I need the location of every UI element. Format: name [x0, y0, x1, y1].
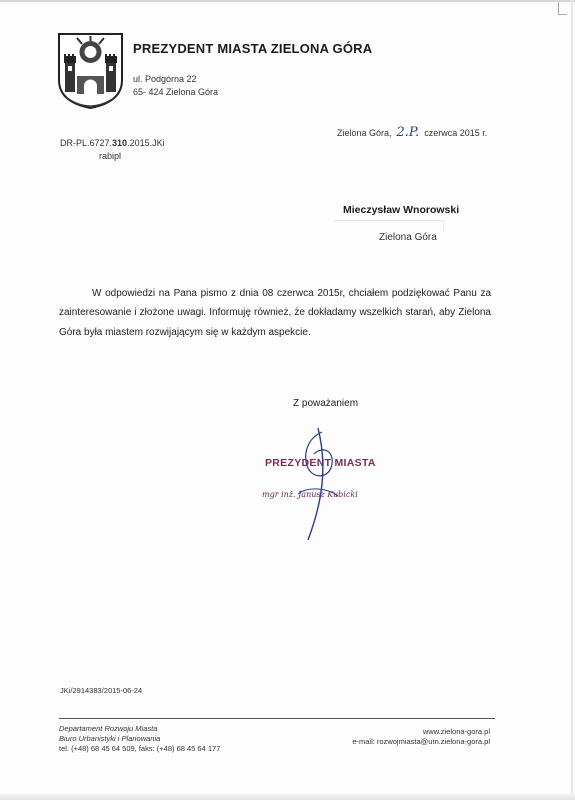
- letter-body: W odpowiedzi na Pana pismo z dnia 08 czerwca 2015r, chciałem podziękować Panu za zainteresowanie i złożone uwagi. Informuję również, że dokładamy wszelkich starań, aby Zielona Góra była miastem rozwijającym się w każdym aspekcie.: [59, 288, 491, 338]
- scan-edge-bottom: [0, 794, 575, 800]
- date-month-year: czerwca 2015 r.: [424, 128, 488, 138]
- reference-number: [60, 138, 165, 148]
- place-and-date: [337, 125, 487, 140]
- coat-of-arms-icon: [57, 32, 124, 110]
- address-window-mark: [333, 220, 444, 231]
- footer-phone-fax: tel. (+48) 68 45 64 509, faks: (+48) 68 45 64 177: [59, 744, 221, 753]
- recipient-city: Zielona Góra: [379, 232, 437, 243]
- issuer-address-street: ul. Podgórna 22: [133, 74, 197, 84]
- issuer-title: PREZYDENT MIASTA ZIELONA GÓRA: [133, 41, 373, 56]
- reference-suffix: .2015.JKi: [127, 138, 165, 148]
- signature-stamp-name: mgr inż. Janusz Kubicki: [262, 490, 358, 499]
- document-code: JKi/2914383/2015-06-24: [60, 686, 143, 695]
- handwritten-signature-icon: [278, 424, 348, 544]
- scan-corner-mark: [558, 2, 567, 15]
- footer-website: www.zielona-gora.pl: [422, 727, 490, 736]
- footer-divider: [59, 718, 495, 719]
- issuer-address-city: 65- 424 Zielona Góra: [133, 87, 219, 97]
- footer-bureau: Biuro Urbanistyki i Planowania: [59, 734, 161, 743]
- reference-initials: rabipl: [99, 151, 122, 161]
- date-day-handwritten: 2.P.: [396, 125, 420, 140]
- signature-stamp-title: PREZYDENT MIASTA: [265, 457, 376, 469]
- footer-email: e-mail: rozwojmiasta@um.zielona-gora.pl: [352, 737, 490, 746]
- footer-department: Departament Rozwoju Miasta: [59, 724, 158, 733]
- scan-edge-top: [0, 0, 575, 2]
- recipient-name: Mieczysław Wnorowski: [343, 204, 460, 216]
- date-place: Zielona Góra,: [337, 128, 392, 138]
- reference-prefix: DR-PL.6727.: [60, 138, 113, 148]
- reference-case-number: 310: [112, 138, 128, 148]
- closing-salutation: Z poważaniem: [293, 398, 359, 409]
- scan-edge-right: [571, 0, 573, 800]
